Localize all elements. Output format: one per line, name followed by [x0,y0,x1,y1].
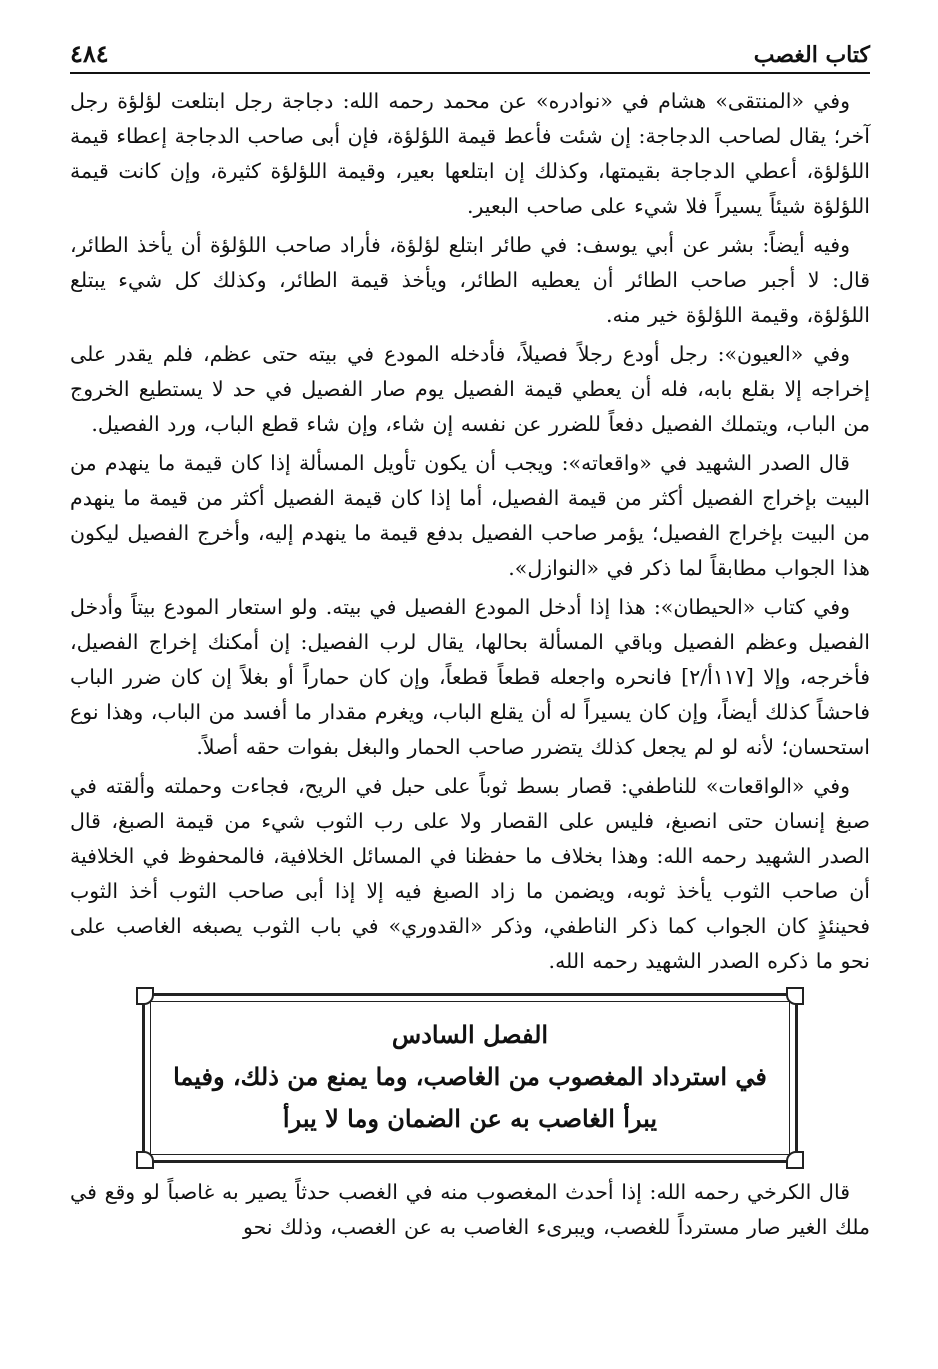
paragraph-bird: وفيه أيضاً: بشر عن أبي يوسف: في طائر ابتلع لؤلؤة، فأراد صاحب اللؤلؤة أن يأخذ الطائر، قال: لا أجبر صاحب الطائر أن يعطيه الطائر، ويأخذ قيمة الطائر، وكذلك كل شيء يبتلع اللؤلؤة، وقيمة اللؤلؤة خير منه. [70,233,870,327]
section-heading-box [142,993,798,1163]
paragraph-muntaqa: وفي «المنتقى» هشام في «نوادره» عن محمد رحمه الله: دجاجة رجل ابتلعت لؤلؤة رجل آخر؛ يقال لصاحب الدجاجة: إن شئت فأعط قيمة اللؤلؤة، فإن أبى صاحب الدجاجة إعطاء قيمة اللؤلؤة، أعطي الدجاجة بقيمتها، وكذلك إن ابتلعها بعير، وقيمة اللؤلؤة كثيرة، وإن كانت قيمة اللؤلؤة شيئاً يسيراً فلا شيء على صاحب البعير. [70,89,870,218]
paragraph-uyun: وفي «العيون»: رجل أودع رجلاً فصيلاً، فأدخله المودع في بيته حتى عظم، فلم يقدر على إخراجه إلا بقلع بابه، فله أن يعطي قيمة الفصيل يوم صار الفصيل في حد لا يستطيع الخروج من الباب، ويتملك الفصيل دفعاً للضرر عن نفسه إن شاء، وإن شاء قطع الباب، ورد الفصيل. [70,342,870,436]
book-page [70,28,870,1358]
section-title: الفصل السادس [391,1020,549,1049]
page-header [70,28,870,74]
frame-corner [136,1151,154,1169]
frame-corner [786,987,804,1005]
section-subtitle: في استرداد المغصوب من الغاصب، وما يمنع من ذلك، وفيما يبرأ الغاصب به عن الضمان وما لا يبرأ [173,1062,767,1133]
paragraph-hitan: وفي كتاب «الحيطان»: هذا إذا أدخل المودع الفصيل في بيته. ولو استعار المودع بيتاً وأدخل الفصيل وعظم الفصيل وباقي المسألة بحالها، يقال لرب الفصيل: إن أمكنك إخراج الفصيل، فأخرجه، وإلا [١١٧أ/٢] فانحره واجعله قطعاً قطعاً، وإن كان حماراً أو بغلاً إن كان ضرر الباب فاحشاً كذلك أيضاً، وإن كان يسيراً له أن يقلع الباب، ويغرم مقدار ما أفسد من الباب، وهذا نوع استحسان؛ لأنه لو لم يجعل كذلك يتضرر صاحب الحمار والبغل بفوات حقه أصلاً. [70,595,870,759]
chapter-title: كتاب الغصب [753,42,870,68]
page-number: ٤٨٤ [70,39,109,68]
paragraph-natifi: وفي «الواقعات» للناطفي: قصار بسط ثوباً على حبل في الريح، فجاءت وحملته وألقته في صبغ إنسان حتى انصبغ، فليس على القصار ولا على رب الثوب شيء من قيمة الصبغ، قال الصدر الشهيد رحمه الله: وهذا بخلاف ما حفظنا في المسائل الخلافية، فالمحفوظ في الخلافية أن صاحب الثوب يأخذ ثوبه، ويضمن ما زاد الصبغ فيه إلا إذا أبى صاحب الثوب أخذ الثوب فحينئذٍ كان الجواب كما ذكر الناطفي، وذكر «القدوري» في باب الثوب يصبغه الغاصب على نحو ما ذكره الصدر الشهيد رحمه الله. [70,774,870,973]
paragraph-karkhi: قال الكرخي رحمه الله: إذا أحدث المغصوب منه في الغصب حدثاً يصير به غاصباً لو وقع في ملك الغير صار مسترداً للغصب، ويبرىء الغاصب به عن الغصب، وذلك نحو [70,1180,870,1239]
frame-corner [786,1151,804,1169]
section-heading-inner [150,1001,790,1155]
page-content [70,84,870,1245]
paragraph-waqiat: قال الصدر الشهيد في «واقعاته»: ويجب أن يكون تأويل المسألة إذا كان قيمة ما ينهدم من البيت بإخراج الفصيل أكثر من قيمة الفصيل، أما إذا كان قيمة الفصيل أكثر من قيمة ما ينهدم من البيت بإخراج الفصيل؛ يؤمر صاحب الفصيل بدفع قيمة ما ينهدم إليه، وأخرج الفصيل ليكون هذا الجواب مطابقاً لما ذكر في «النوازل». [70,451,870,580]
